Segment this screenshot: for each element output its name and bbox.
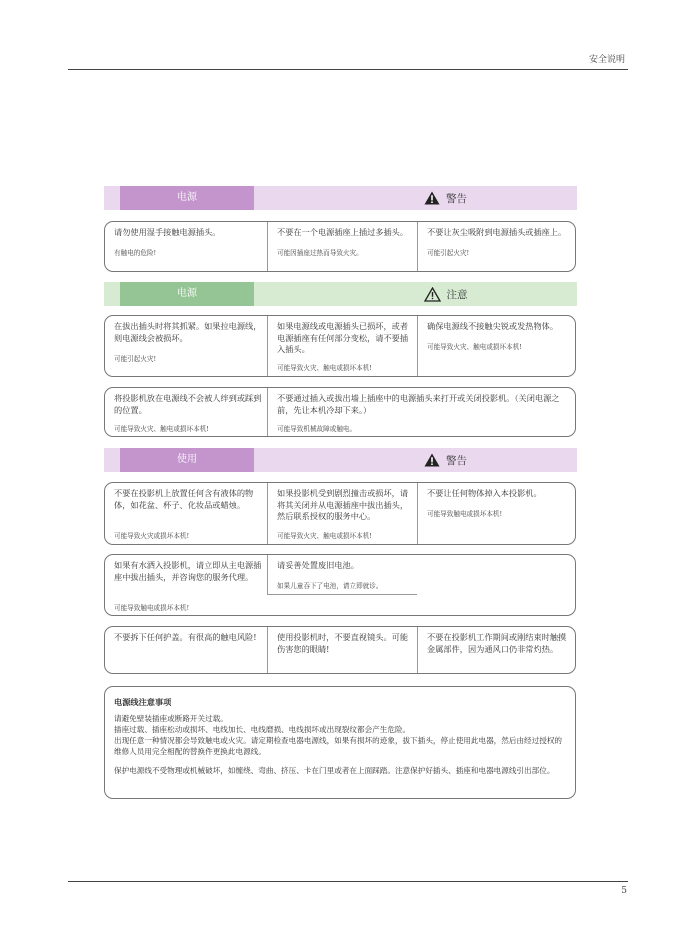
list-item: 确保电源线不接触尖锐或发热物体。 可能导致火灾、触电或损坏本机! bbox=[417, 316, 575, 376]
list-item: 不要让任何物体掉入本投影机。 可能导致触电或损坏本机! bbox=[417, 483, 575, 544]
use-warning-box-3 bbox=[104, 626, 576, 674]
warning-triangle-outline-icon bbox=[424, 287, 441, 302]
list-item: 使用投影机时，不要直视镜头。可能伤害您的眼睛! bbox=[267, 627, 417, 673]
band-level: 警告 bbox=[446, 192, 467, 205]
notes-paragraph: 保护电源线不受物理或机械破坏，如缠绕、弯曲、挤压、卡在门里或者在上面踩踏。注意保护好插头、插座和电器电源线引出部位。 bbox=[114, 766, 555, 775]
footer-rule bbox=[68, 881, 628, 882]
notes-title: 电源线注意事项 bbox=[114, 697, 172, 707]
list-item: 如果有水洒入投影机，请立即从主电源插座中拔出插头，并咨询您的服务代理。 可能导致触电或损坏本机! bbox=[114, 560, 262, 612]
list-item: 不要在一个电源插座上插过多插头。 可能因插座过热而导致火灾。 bbox=[267, 222, 417, 271]
list-item: 不要通过插入或拔出墙上插座中的电源插头来打开或关闭投影机。（关闭电源之前，先让本机冷却下来。） 可能导致机械故障或触电。 bbox=[267, 388, 575, 436]
page-number: 5 bbox=[621, 886, 627, 896]
list-item: 不要让灰尘吸附到电源插头或插座上。 可能引起火灾! bbox=[417, 222, 575, 271]
notes-paragraph: 出现任意一种情况都会导致触电或火灾。请定期检查电器电源线，如果有损坏的迹象，拔下插头，停止使用此电器，然后由经过授权的维修人员用完全相配的替换件更换此电源线。 bbox=[114, 736, 563, 756]
header-rule bbox=[68, 69, 628, 70]
section-header-title: 安全说明 bbox=[588, 55, 625, 65]
warning-triangle-filled-icon bbox=[424, 191, 440, 205]
list-item: 如果电源线或电源插头已损坏，或者电源插座有任何部分变松，请不要插入插头。 可能导致火灾、触电或损坏本机! bbox=[267, 316, 417, 376]
notes-paragraph: 插座过载、插座松动或损坏、电线加长、电线磨损、电线损坏或出现裂纹都会产生危险。 bbox=[114, 725, 411, 734]
power-caution-box-2 bbox=[104, 387, 576, 437]
power-cord-notes-box bbox=[104, 686, 576, 799]
band-level: 警告 bbox=[446, 454, 467, 467]
list-item: 不要在投影机工作期间或刚结束时触摸金属部件，因为通风口仍非常灼热。 bbox=[417, 627, 575, 673]
notes-paragraph: 请避免壁装插座或断路开关过载。 bbox=[114, 714, 228, 723]
power-caution-band bbox=[104, 282, 577, 306]
power-warning-box bbox=[104, 221, 576, 272]
power-caution-box-1 bbox=[104, 315, 576, 377]
power-warning-band bbox=[104, 186, 577, 210]
use-warning-band bbox=[104, 448, 577, 472]
band-label: 使用 bbox=[120, 448, 254, 472]
use-warning-box-1 bbox=[104, 482, 576, 545]
list-item: 请勿使用湿手接触电源插头。 有触电的危险! bbox=[114, 227, 221, 257]
warning-triangle-filled-icon bbox=[424, 453, 440, 467]
use-warning-box-2 bbox=[104, 554, 576, 616]
band-label: 电源 bbox=[120, 186, 254, 210]
list-item: 将投影机放在电源线不会被人绊到或踩到的位置。 可能导致火灾、触电或损坏本机! bbox=[114, 393, 262, 433]
list-item: 不要拆下任何护盖。有很高的触电风险! bbox=[114, 632, 257, 642]
list-item: 不要在投影机上放置任何含有液体的物体，如花盆、杯子、化妆品或蜡烛。 可能导致火灾或损坏本机! bbox=[114, 488, 254, 540]
list-item: 请妥善处置废旧电池。 如果儿童吞下了电池，请立即就诊。 bbox=[267, 555, 417, 595]
band-level: 注意 bbox=[446, 288, 468, 301]
list-item: 在拔出插头时将其抓紧。如果拉电源线，则电源线会被损坏。 可能引起火灾! bbox=[114, 321, 262, 363]
band-label: 电源 bbox=[120, 282, 254, 306]
list-item: 如果投影机受到剧烈撞击或损坏，请将其关闭并从电源插座中拔出插头，然后联系授权的服务中心。 可能导致火灾、触电或损坏本机! bbox=[267, 483, 417, 544]
